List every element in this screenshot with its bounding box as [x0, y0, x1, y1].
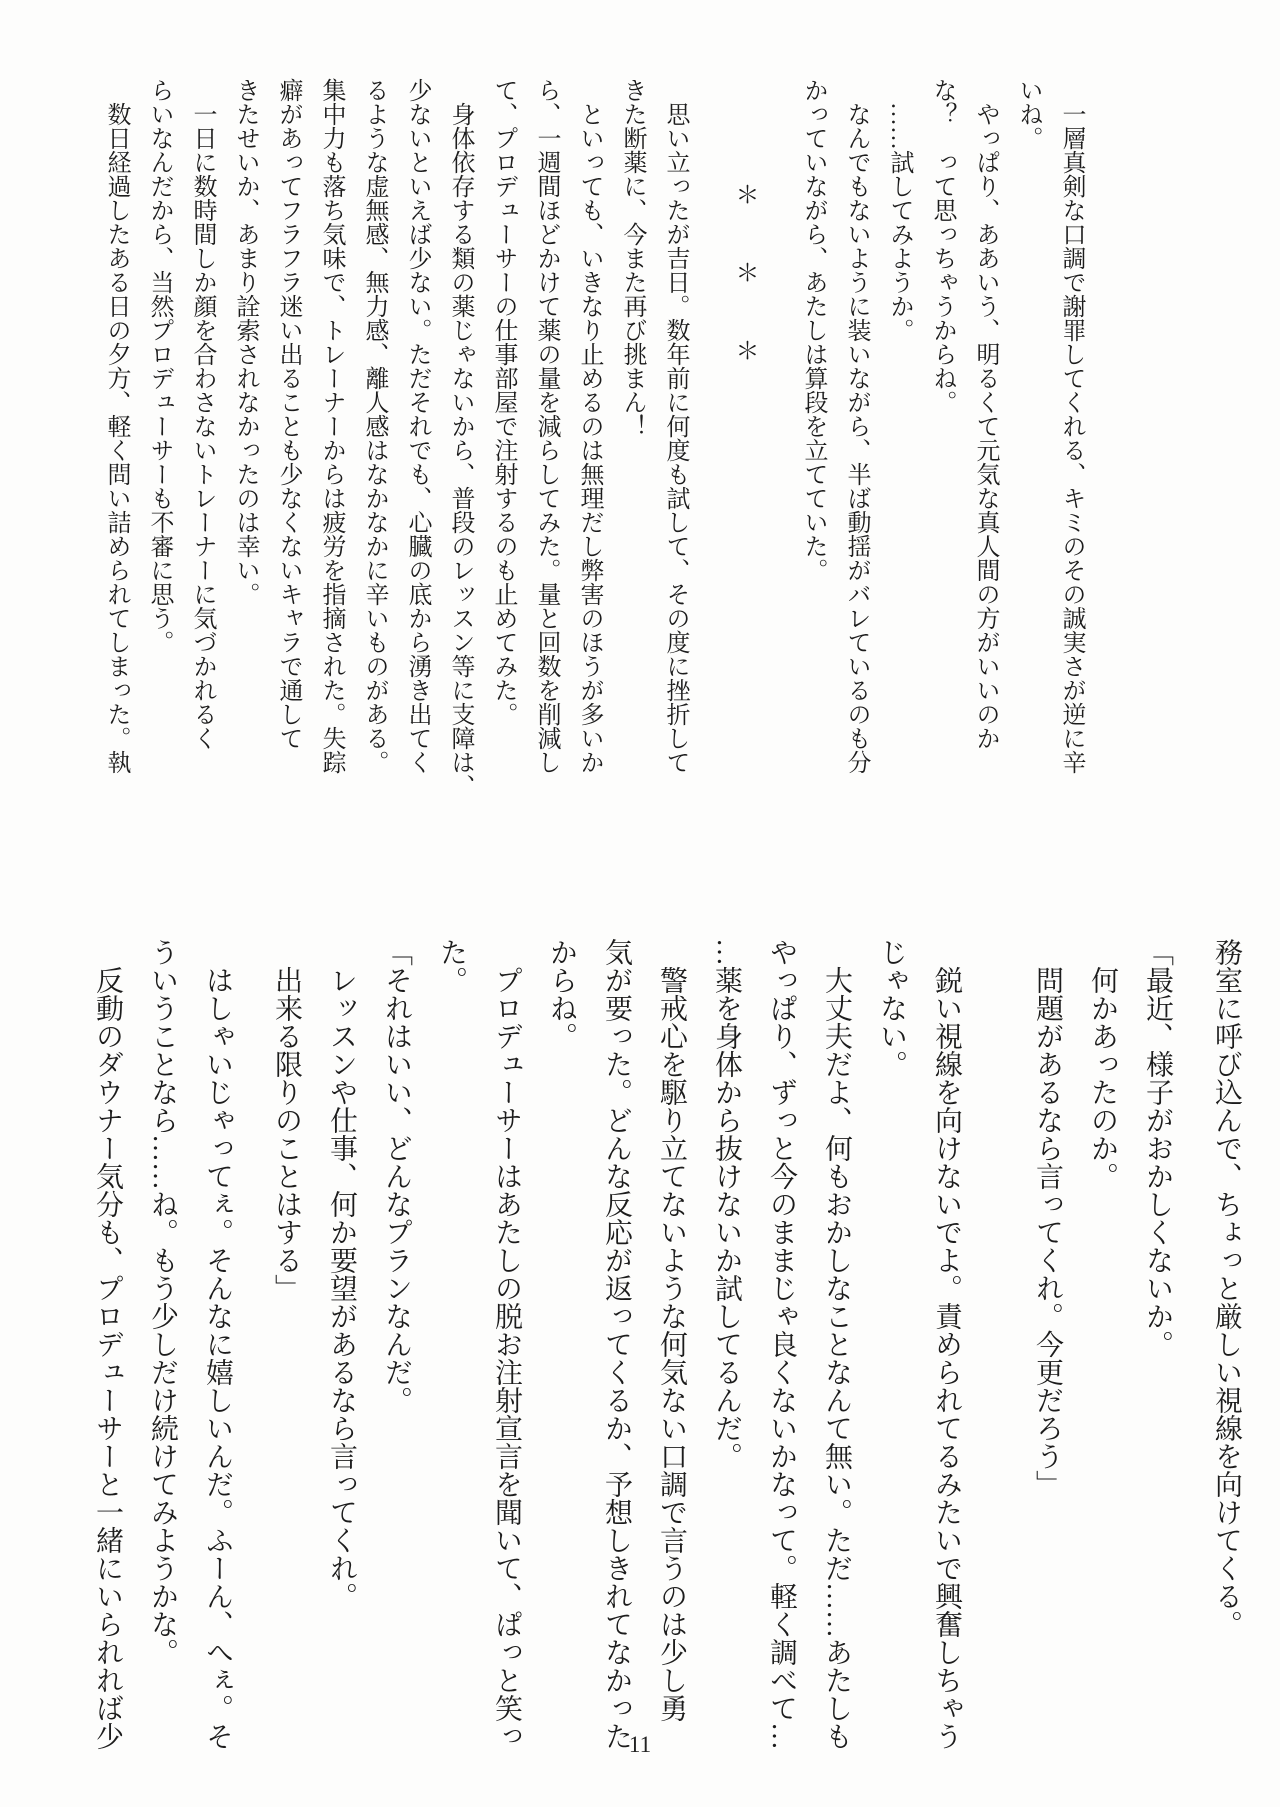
text-line: 務室に呼び込んで、ちょっと厳しい視線を向けてくる。 [1211, 938, 1242, 1638]
text-line: 数日経過したある日の夕方、軽く問い詰められてしまった。執 [103, 78, 129, 774]
text-line: 気が要った。どんな反応が返ってくるか、予想しきれてなかった [601, 938, 632, 1750]
text-line: ら、一週間ほどかけて薬の量を減らしてみた。量と回数を削減し [533, 78, 559, 774]
text-line: 少ないといえば少ない。ただそれでも、心臓の底から湧き出てく [404, 78, 430, 774]
text-line: らいなんだから、当然プロデューサーも不審に思う。 [146, 78, 172, 654]
text-line: 「それはいい、どんなプランなんだ。 [381, 938, 412, 1414]
text-line: 大丈夫だよ、何もおかしなことなんて無い。ただ……あたしも [821, 938, 852, 1750]
text-line: プロデューサーはあたしの脱お注射宣言を聞いて、ぱっと笑っ [491, 938, 522, 1750]
text-line: 癖があってフラフラ迷い出ることも少なくないキャラで通して [275, 78, 301, 750]
text-line: 警戒心を駆り立てないような何気ない口調で言うのは少し勇 [656, 938, 687, 1722]
text-line: 一層真剣な口調で謝罪してくれる、キミのその誠実さが逆に辛 [1058, 78, 1084, 774]
upper-text-block [94, 78, 1092, 798]
text-line: レッスンや仕事、何か要望があるなら言ってくれ。 [326, 938, 357, 1610]
text-line: るような虚無感、無力感、離人感はなかなかに辛いものがある。 [361, 78, 387, 774]
text-line: …薬を身体から抜けないか試してるんだ。 [711, 938, 742, 1470]
text-line: 集中力も落ち気味で、トレーナーからは疲労を指摘された。失踪 [318, 78, 344, 774]
text-line: た。 [436, 938, 467, 994]
text-line: 反動のダウナー気分も、プロデューサーと一緒にいられれば少 [92, 938, 123, 1750]
text-line: からね。 [546, 938, 577, 1050]
text-line: ういうことなら……ね。もう少しだけ続けてみようかな。 [147, 938, 178, 1666]
text-line: やっぱり、ああいう、明るくて元気な真人間の方がいいのか [972, 78, 998, 750]
text-line: はしゃいじゃってぇ。そんなに嬉しいんだ。ふーん、へぇ。そ [202, 938, 233, 1750]
text-line: て、プロデューサーの仕事部屋で注射するのも止めてみた。 [490, 78, 516, 726]
text-line: 出来る限りのことはする」 [271, 938, 302, 1302]
text-line: じゃない。 [876, 938, 907, 1078]
text-line: 問題があるなら言ってくれ。今更だろう」 [1032, 938, 1063, 1498]
text-line: きた断薬に、今また再び挑まん！ [619, 78, 645, 438]
text-line: なんでもないように装いながら、半ば動揺がバレているのも分 [843, 78, 869, 774]
text-line: 一日に数時間しか顔を合わさないトレーナーに気づかれるく [189, 78, 215, 750]
text-line: 何かあったのか。 [1087, 938, 1118, 1190]
text-line: 身体依存する類の薬じゃないから、普段のレッスン等に支障は、 [447, 78, 473, 798]
section-break: ＊ ＊ ＊ [731, 78, 757, 364]
page-number: 11 [628, 1732, 652, 1757]
text-line: 「最近、様子がおかしくないか。 [1142, 938, 1173, 1358]
lower-text-block [80, 938, 1254, 1756]
text-line: きたせいか、あまり詮索されなかったのは幸い。 [232, 78, 258, 606]
text-line: かっていながら、あたしは算段を立てていた。 [800, 78, 826, 582]
text-line: 鋭い視線を向けないでよ。責められてるみたいで興奮しちゃう [931, 938, 962, 1750]
text-line: ……試してみようか。 [886, 78, 912, 342]
text-line: といっても、いきなり止めるのは無理だし弊害のほうが多いか [576, 78, 602, 774]
text-line: な？ って思っちゃうからね。 [929, 78, 955, 414]
text-line: いね。 [1015, 78, 1041, 150]
text-line: 思い立ったが吉日。数年前に何度も試して、その度に挫折して [662, 78, 688, 774]
text-line: やっぱり、ずっと今のままじゃ良くないかなって。軽く調べて… [766, 938, 797, 1750]
